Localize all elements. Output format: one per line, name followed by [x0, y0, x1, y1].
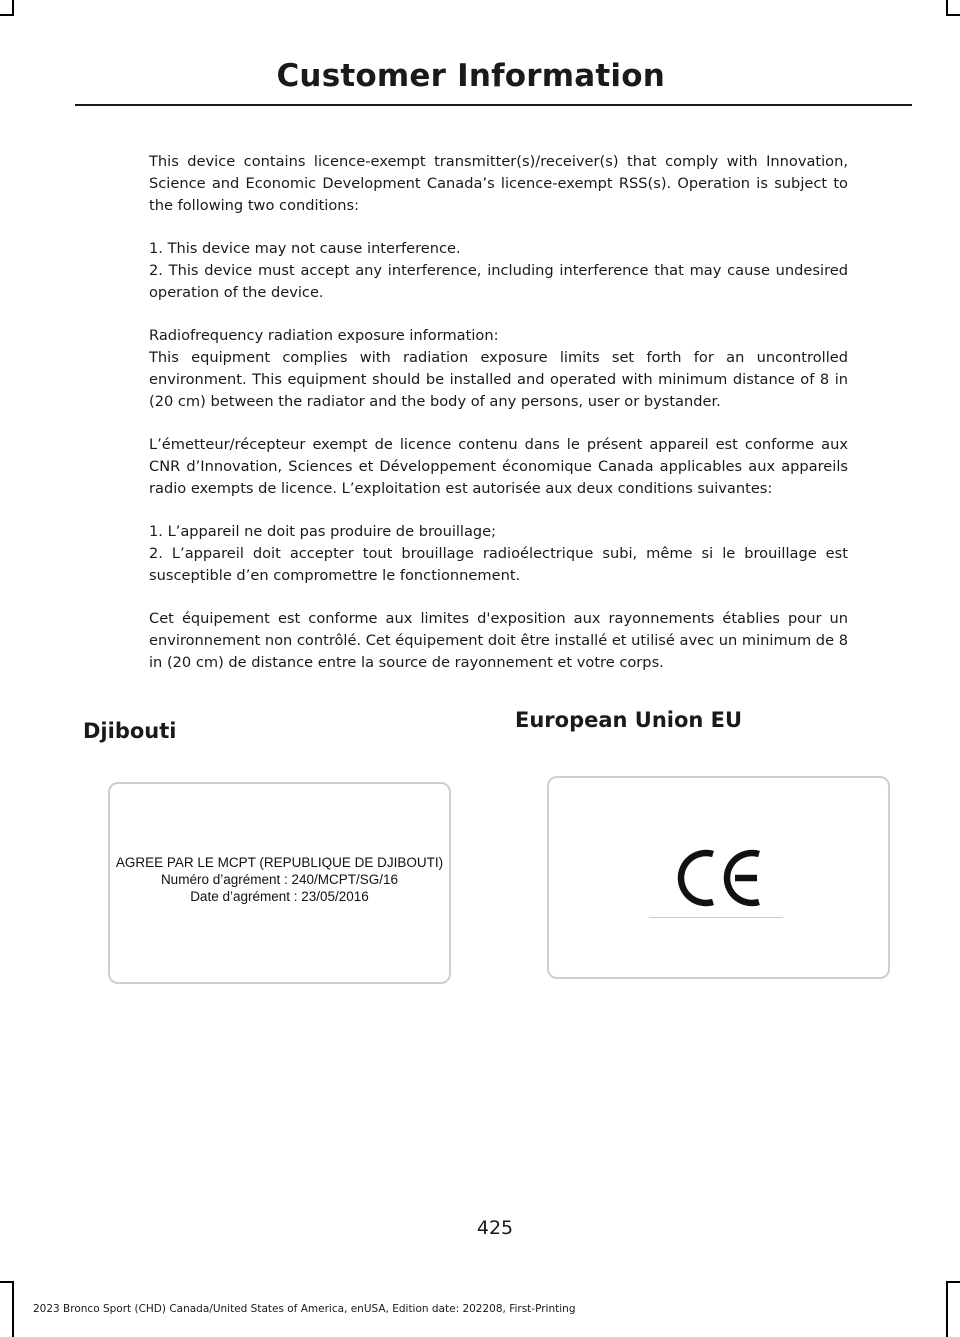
- crop-mark-top-right-horizontal: [946, 14, 960, 16]
- crop-mark-bottom-right-horizontal: [946, 1281, 960, 1283]
- rf-exposure-title: Radiofrequency radiation exposure information:: [149, 327, 499, 344]
- djibouti-label-line-3: Date d’agrément : 23/05/2016: [190, 889, 369, 904]
- ce-mark-icon: [677, 846, 763, 910]
- ised-intro-paragraph: This device contains licence-exempt transmitter(s)/receiver(s) that comply with Innovation, Science and Economic Development Canada’s licence-exempt RSS(s). Operation is subject to the following two conditions:: [149, 153, 848, 214]
- ised-condition-1: 1. This device may not cause interference.: [149, 240, 461, 257]
- djibouti-label-line-2: Numéro d’agrément : 240/MCPT/SG/16: [160, 872, 399, 887]
- djibouti-heading: Djibouti: [83, 719, 177, 743]
- ised-condition-2: 2. This device must accept any interference, including interference that may cause undesired operation of the device.: [149, 262, 848, 301]
- french-rf-exposure: Cet équipement est conforme aux limites d'exposition aux rayonnements établies pour un environnement non contrôlé. Cet équipement doit être installé et utilisé avec un minimum de 8 in (20 cm) de distance entre la source de rayonnement et votre corps.: [149, 610, 848, 671]
- ce-mark-underline: [649, 917, 783, 918]
- crop-mark-bottom-left-vertical: [12, 1281, 14, 1337]
- rf-exposure-body: This equipment complies with radiation exposure limits set forth for an uncontrolled environment. This equipment should be installed and operated with minimum distance of 8 in (20 cm) between the radiator and the body of any persons, user or bystander.: [149, 349, 848, 410]
- eu-approval-label: [547, 776, 890, 979]
- footer-edition-info: 2023 Bronco Sport (CHD) Canada/United States of America, enUSA, Edition date: 202208, First-Printing: [33, 1303, 576, 1315]
- french-condition-1: 1. L’appareil ne doit pas produire de brouillage;: [149, 523, 497, 540]
- djibouti-label-line-1: AGREE PAR LE MCPT (REPUBLIQUE DE DJIBOUTI): [115, 855, 444, 870]
- regulatory-text: [149, 151, 848, 695]
- page-number: 425: [476, 1217, 514, 1239]
- djibouti-label-text: [110, 854, 449, 905]
- crop-mark-top-left-horizontal: [0, 14, 14, 16]
- crop-mark-bottom-right-vertical: [946, 1281, 948, 1337]
- page-title: Customer Information: [276, 58, 665, 94]
- crop-mark-bottom-left-horizontal: [0, 1281, 14, 1283]
- french-intro-paragraph: L’émetteur/récepteur exempt de licence contenu dans le présent appareil est conforme aux CNR d’Innovation, Sciences et Développement économique Canada applicables aux appareils radio exempts de licence. L’exploitation est autorisée aux deux conditions suivantes:: [149, 436, 848, 497]
- eu-heading: European Union EU: [515, 708, 743, 732]
- djibouti-approval-label: [108, 782, 451, 984]
- header-divider: [75, 104, 912, 106]
- french-condition-2: 2. L’appareil doit accepter tout brouillage radioélectrique subi, même si le brouillage est susceptible d’en compromettre le fonctionnement.: [149, 545, 848, 584]
